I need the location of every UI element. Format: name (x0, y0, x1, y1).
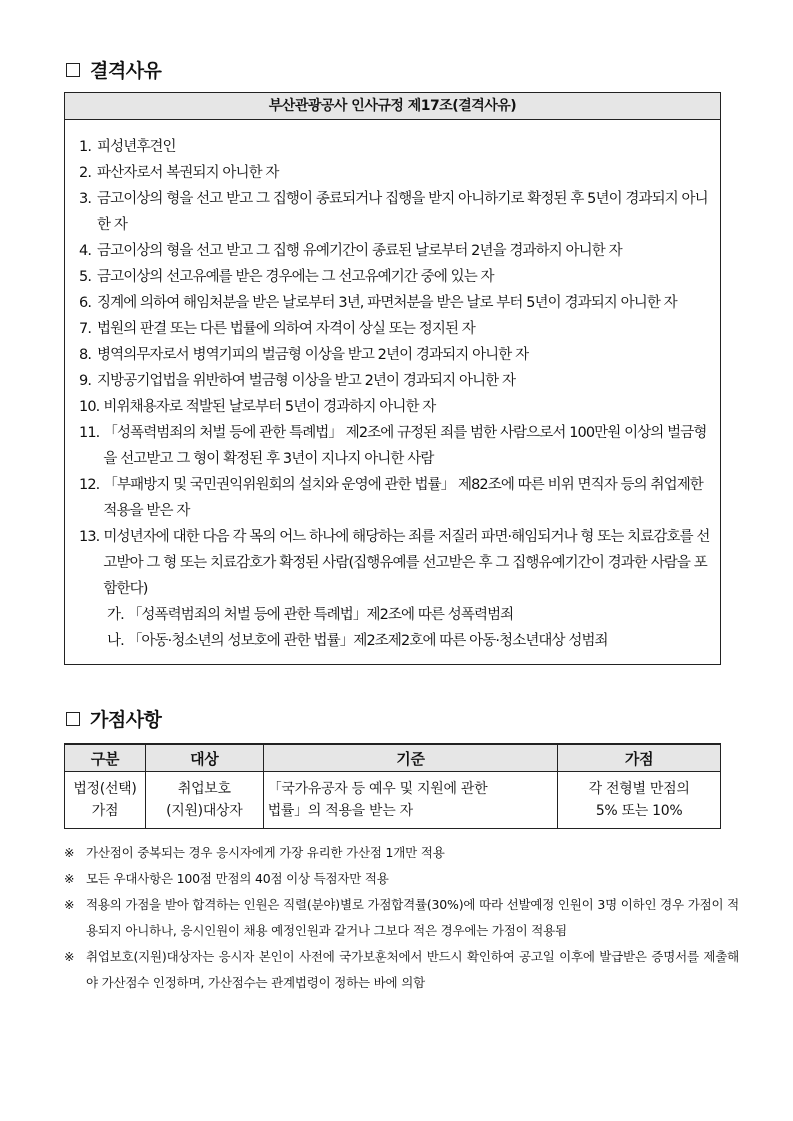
regulation-list (65, 120, 720, 654)
item-text: 「성폭력범죄의 처벌 등에 관한 특례법」 제2조에 규정된 죄를 범한 사람으로서 100만원 이상의 벌금형을 선고받고 그 형이 확정된 후 3년이 지나지 아니한 사람 (103, 425, 707, 467)
item-number: 3. (79, 191, 92, 207)
note-item (64, 866, 739, 892)
item-number: 4. (79, 243, 92, 259)
checkbox-square-icon (66, 63, 80, 77)
cell-line: 「국가유공자 등 예우 및 지원에 관한 (267, 781, 488, 797)
item-text: 금고이상의 형을 선고 받고 그 집행이 종료되거나 집행을 받지 아니하기로 확정된 후 5년이 경과되지 아니한 자 (97, 191, 708, 233)
list-item (79, 134, 710, 160)
note-text: 가산점이 중복되는 경우 응시자에게 가장 유리한 가산점 1개만 적용 (86, 845, 445, 860)
regulation-header: 부산관광공사 인사규정 제17조(결격사유) (65, 93, 720, 120)
column-header: 대상 (145, 744, 263, 772)
note-text: 모든 우대사항은 100점 만점의 40점 이상 득점자만 적용 (86, 871, 389, 886)
target-cell (145, 772, 263, 829)
cell-line: 각 전형별 만점의 (588, 781, 690, 797)
sub-item-number: 가. (107, 607, 124, 623)
item-number: 5. (79, 269, 92, 285)
notes-list (64, 840, 739, 996)
list-item (79, 316, 710, 342)
cell-line: 법정(선택) (73, 781, 137, 797)
item-text: 비위채용자로 적발된 날로부터 5년이 경과하지 아니한 자 (103, 399, 436, 415)
list-item (79, 186, 710, 238)
sub-item-number: 나. (107, 633, 124, 649)
list-item (79, 342, 710, 368)
sub-item-text: 「아동·청소년의 성보호에 관한 법률」제2조제2호에 따른 아동·청소년대상 성범죄 (127, 633, 608, 649)
note-mark: ※ (64, 949, 75, 964)
item-number: 10. (79, 399, 100, 415)
item-number: 11. (79, 425, 100, 441)
note-item (64, 840, 739, 866)
category-cell (65, 772, 146, 829)
item-text: 「부패방지 및 국민권익위원회의 설치와 운영에 관한 법률」 제82조에 따른 비위 면직자 등의 취업제한 적용을 받은 자 (103, 477, 703, 519)
section-title-text: 가점사항 (90, 709, 162, 731)
list-item (79, 238, 710, 264)
list-item (79, 160, 710, 186)
list-item (79, 394, 710, 420)
section-title-disqualification (66, 56, 161, 83)
regulation-box (64, 92, 721, 665)
item-text: 병역의무자로서 병역기피의 벌금형 이상을 받고 2년이 경과되지 아니한 자 (97, 347, 529, 363)
note-item (64, 892, 739, 944)
note-text: 적용의 가점을 받아 합격하는 인원은 직렬(분야)별로 가점합격률(30%)에 따라 선발예정 인원이 3명 이하인 경우 가점이 적용되지 아니하나, 응시인원이 채용 예정인원과 같거나 그보다 적은 경우에는 가점이 적용됨 (86, 897, 739, 938)
list-item (79, 264, 710, 290)
table-row (65, 772, 721, 829)
column-header: 기준 (263, 744, 558, 772)
item-number: 8. (79, 347, 92, 363)
note-mark: ※ (64, 871, 75, 886)
cell-line: 취업보호 (177, 781, 231, 797)
column-header: 가점 (558, 744, 721, 772)
note-text: 취업보호(지원)대상자는 응시자 본인이 사전에 국가보훈처에서 반드시 확인하여 공고일 이후에 발급받은 증명서를 제출해야 가산점수 인정하며, 가산점수는 관계법령이 정하는 바에 의함 (86, 949, 739, 990)
sub-item-text: 「성폭력범죄의 처벌 등에 관한 특례법」제2조에 따른 성폭력범죄 (127, 607, 514, 623)
cell-line: 법률」의 적용을 받는 자 (267, 803, 413, 819)
item-number: 9. (79, 373, 92, 389)
item-text: 지방공기업법을 위반하여 벌금형 이상을 받고 2년이 경과되지 아니한 자 (97, 373, 516, 389)
criteria-cell (263, 772, 558, 829)
list-item (79, 420, 710, 472)
item-text: 징계에 의하여 해임처분을 받은 날로부터 3년, 파면처분을 받은 날로 부터 5년이 경과되지 아니한 자 (97, 295, 677, 311)
item-text: 피성년후견인 (97, 139, 176, 155)
checkbox-square-icon (66, 712, 80, 726)
cell-line: 5% 또는 10% (595, 803, 683, 819)
item-number: 6. (79, 295, 92, 311)
note-item (64, 944, 739, 996)
item-text: 미성년자에 대한 다음 각 목의 어느 하나에 해당하는 죄를 저질러 파면·해임되거나 형 또는 치료감호를 선고받아 그 형 또는 치료감호가 확정된 사람(집행유예를 선고받은 후 그 집행유예기간이 경과한 사람을 포함한다) (103, 529, 710, 597)
sub-list-item (79, 602, 710, 628)
table-header-row (65, 744, 721, 772)
note-mark: ※ (64, 845, 75, 860)
item-number: 12. (79, 477, 100, 493)
section-title-bonus-points (66, 705, 161, 732)
bonus-points-table (64, 743, 721, 829)
item-text: 금고이상의 형을 선고 받고 그 집행 유예기간이 종료된 날로부터 2년을 경과하지 아니한 자 (97, 243, 622, 259)
cell-line: (지원)대상자 (166, 803, 243, 819)
sub-list-item (79, 628, 710, 654)
item-text: 법원의 판결 또는 다른 법률에 의하여 자격이 상실 또는 정지된 자 (97, 321, 475, 337)
item-number: 13. (79, 529, 100, 545)
item-text: 금고이상의 선고유예를 받은 경우에는 그 선고유예기간 중에 있는 자 (97, 269, 494, 285)
list-item (79, 290, 710, 316)
cell-line: 가점 (91, 803, 119, 819)
column-header: 구분 (65, 744, 146, 772)
list-item (79, 472, 710, 524)
list-item (79, 524, 710, 602)
item-number: 7. (79, 321, 92, 337)
list-item (79, 368, 710, 394)
section-title-text: 결격사유 (90, 60, 162, 82)
item-number: 2. (79, 165, 92, 181)
points-cell (558, 772, 721, 829)
note-mark: ※ (64, 897, 75, 912)
item-number: 1. (79, 139, 92, 155)
item-text: 파산자로서 복권되지 아니한 자 (97, 165, 279, 181)
